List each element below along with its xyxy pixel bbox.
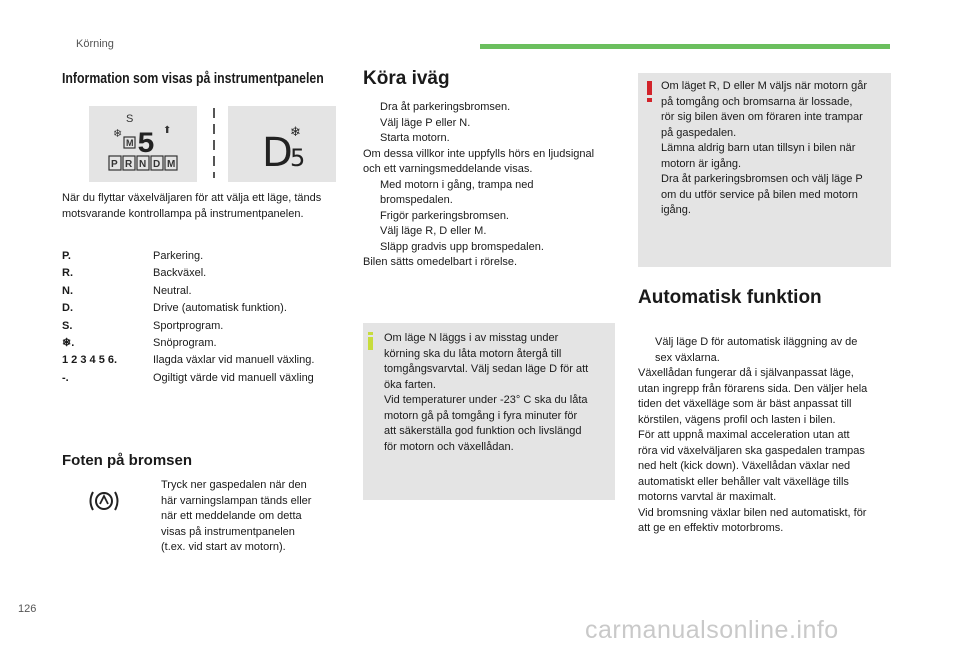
gear-box-letter: P	[111, 159, 118, 170]
bullet-text: Välj läge R, D eller M.	[380, 225, 487, 237]
paragraph-line: ned helt (kick down). Växellådan växlar ned	[638, 460, 851, 472]
paragraph-line: röra vid växelväljaren ska gaspedalen trampas	[638, 444, 865, 457]
definition-key: 1 2 3 4 5 6.	[62, 354, 118, 367]
info-panel	[363, 323, 615, 500]
paragraph-line: och ett varningsmeddelande visas.	[363, 163, 533, 175]
bullet-item	[363, 100, 615, 116]
brake-section-title: Foten på bromsen	[62, 452, 193, 469]
right-section-title: Automatisk funktion	[638, 287, 822, 308]
upshift-arrow-icon: ⬆	[163, 125, 172, 136]
definition-value: Sportprogram.	[153, 319, 224, 332]
bullet-text: Välj läge P eller N.	[380, 116, 471, 129]
gear-display-digit: 5	[137, 128, 156, 162]
gear-display-panel-2	[228, 106, 336, 182]
paragraph-line: motorns varvtal är maximalt.	[638, 491, 777, 503]
paragraph-line: Växellådan fungerar då i självanpassat läge,	[638, 367, 854, 379]
text-line: (t.ex. vid start av motorn).	[161, 541, 286, 553]
middle-section-title: Köra iväg	[363, 68, 450, 89]
gear-selector-row	[109, 156, 177, 170]
gear-display-top-letter: S	[126, 113, 134, 125]
text-line: Vid temperaturer under -23° C ska du låta	[384, 394, 588, 406]
bullet-continuation: bromspedalen.	[380, 194, 453, 206]
bullet-text: Med motorn i gång, trampa ned	[380, 178, 534, 191]
info-text	[384, 331, 614, 455]
definition-key: P.	[62, 250, 71, 262]
gear-box-letter: D	[153, 159, 161, 170]
text-line: när ett meddelande om detta	[161, 510, 302, 522]
display-separator	[213, 108, 215, 178]
text-line: Tryck ner gaspedalen när den	[161, 479, 307, 491]
text-line: på gaspedalen.	[661, 126, 737, 139]
paragraph-line: Om dessa villkor inte uppfylls hörs en ljudsignal	[363, 147, 595, 160]
text-line: motorn är igång.	[661, 157, 742, 170]
gear-display-large-digit: 5	[290, 144, 306, 172]
text-line: motorn gå på tomgång i fyra minuter för	[384, 409, 578, 422]
bullet-item	[363, 240, 615, 256]
text-line: visas på instrumentpanelen	[161, 525, 295, 538]
gear-box-letter: N	[139, 159, 147, 170]
definition-value: Drive (automatisk funktion).	[153, 302, 287, 315]
definition-key: S.	[62, 319, 73, 332]
definition-value: Ilagda växlar vid manuell växling.	[153, 354, 315, 367]
paragraph-line: För att uppnå maximal acceleration utan att	[638, 429, 850, 441]
bullet-item	[638, 335, 894, 351]
left-intro-text: När du flyttar växelväljaren för att välja ett läge, tänds motsvarande kontrollampa på instrumentpanelen.	[62, 192, 322, 220]
bullet-text: Dra åt parkeringsbromsen.	[380, 101, 511, 113]
text-line: för motorn och växellådan.	[384, 440, 514, 453]
definition-value: Ogiltigt värde vid manuell växling	[153, 371, 314, 384]
bullet-continuation: sex växlarna.	[655, 351, 720, 364]
bullet-item	[363, 209, 615, 225]
snowflake-icon: ❄	[290, 125, 301, 140]
brake-warning-icon	[86, 487, 122, 515]
paragraph-line: Vid bromsning växlar bilen ned automatiskt, för	[638, 506, 867, 519]
info-icon	[368, 332, 373, 348]
gear-display-large-letter: D	[262, 130, 293, 176]
bullet-item	[363, 116, 615, 132]
gear-display-small-letter: M	[126, 138, 134, 148]
section-accent-bar	[480, 44, 890, 49]
definition-value: Backväxel.	[153, 267, 207, 280]
warning-icon	[647, 81, 653, 101]
gear-box-letter: M	[167, 159, 176, 170]
text-line: om du utför service på bilen med motorn	[661, 188, 858, 201]
watermark: carmanualsonline.info	[585, 616, 839, 644]
bullet-item	[363, 131, 615, 147]
paragraph-line: tiden det växelläge som är bäst anpassat till	[638, 398, 852, 410]
text-line: tomgångsvarvtal. Välj sedan läge D för att	[384, 363, 589, 375]
definition-key: D.	[62, 302, 73, 315]
bullet-text: Släpp gradvis upp bromspedalen.	[380, 240, 544, 253]
text-line: att säkerställa god funktion och livslängd	[384, 425, 582, 437]
text-line: rör sig bilen även om föraren inte trampar	[661, 111, 863, 123]
gear-display-panel-1	[89, 106, 197, 182]
definition-value: Snöprogram.	[153, 337, 217, 349]
gear-display-graphic-1	[89, 106, 197, 182]
paragraph-line: att ge en effektiv motorbroms.	[638, 522, 784, 534]
paragraph-line: körstilen, vägens profil och lasten i bilen.	[638, 413, 836, 426]
definition-key: N.	[62, 284, 73, 297]
text-line: Lämna aldrig barn utan tillsyn i bilen när	[661, 142, 856, 154]
definition-value: Parkering.	[153, 250, 204, 262]
gear-box-letter: R	[125, 159, 133, 170]
text-line: på tomgång och bromsarna är lossade,	[661, 95, 853, 108]
text-line: här varningslampan tänds eller	[161, 494, 312, 507]
automatic-function-text	[638, 335, 894, 537]
text-line: Dra åt parkeringsbromsen och välj läge P	[661, 173, 863, 185]
snowflake-icon: ❄	[113, 127, 123, 140]
section-label: Körning	[76, 38, 114, 50]
definition-key: -.	[62, 371, 69, 384]
text-line: Om läge N läggs i av misstag under	[384, 332, 559, 344]
page-number: 126	[18, 603, 37, 615]
text-line: körning ska du låta motorn återgå till	[384, 347, 562, 360]
bullet-item	[363, 178, 615, 194]
definition-value: Neutral.	[153, 284, 192, 297]
bullet-item	[363, 224, 615, 240]
definition-key: ❄.	[62, 337, 75, 349]
paragraph-line: Bilen sätts omedelbart i rörelse.	[363, 256, 518, 268]
bullet-text: Frigör parkeringsbromsen.	[380, 209, 509, 222]
text-line: igång.	[661, 204, 691, 216]
bullet-text: Välj läge D för automatisk iläggning av de	[655, 336, 858, 348]
warning-text	[661, 79, 889, 219]
paragraph-line: automatiskt eller behåller valt växelläge tills	[638, 475, 849, 488]
definition-key: R.	[62, 267, 73, 280]
brake-instructions	[161, 478, 341, 556]
left-section-title: Information som visas på instrumentpanelen	[62, 70, 324, 87]
warning-panel	[638, 73, 891, 267]
start-procedure	[363, 100, 615, 271]
gear-display-graphic-2	[228, 106, 336, 182]
text-line: Om läget R, D eller M väljs när motorn går	[661, 80, 868, 92]
paragraph-line: utan ingrepp från förarens sida. Den väljer hela	[638, 382, 868, 395]
text-line: öka farten.	[384, 378, 436, 391]
bullet-text: Starta motorn.	[380, 132, 450, 144]
